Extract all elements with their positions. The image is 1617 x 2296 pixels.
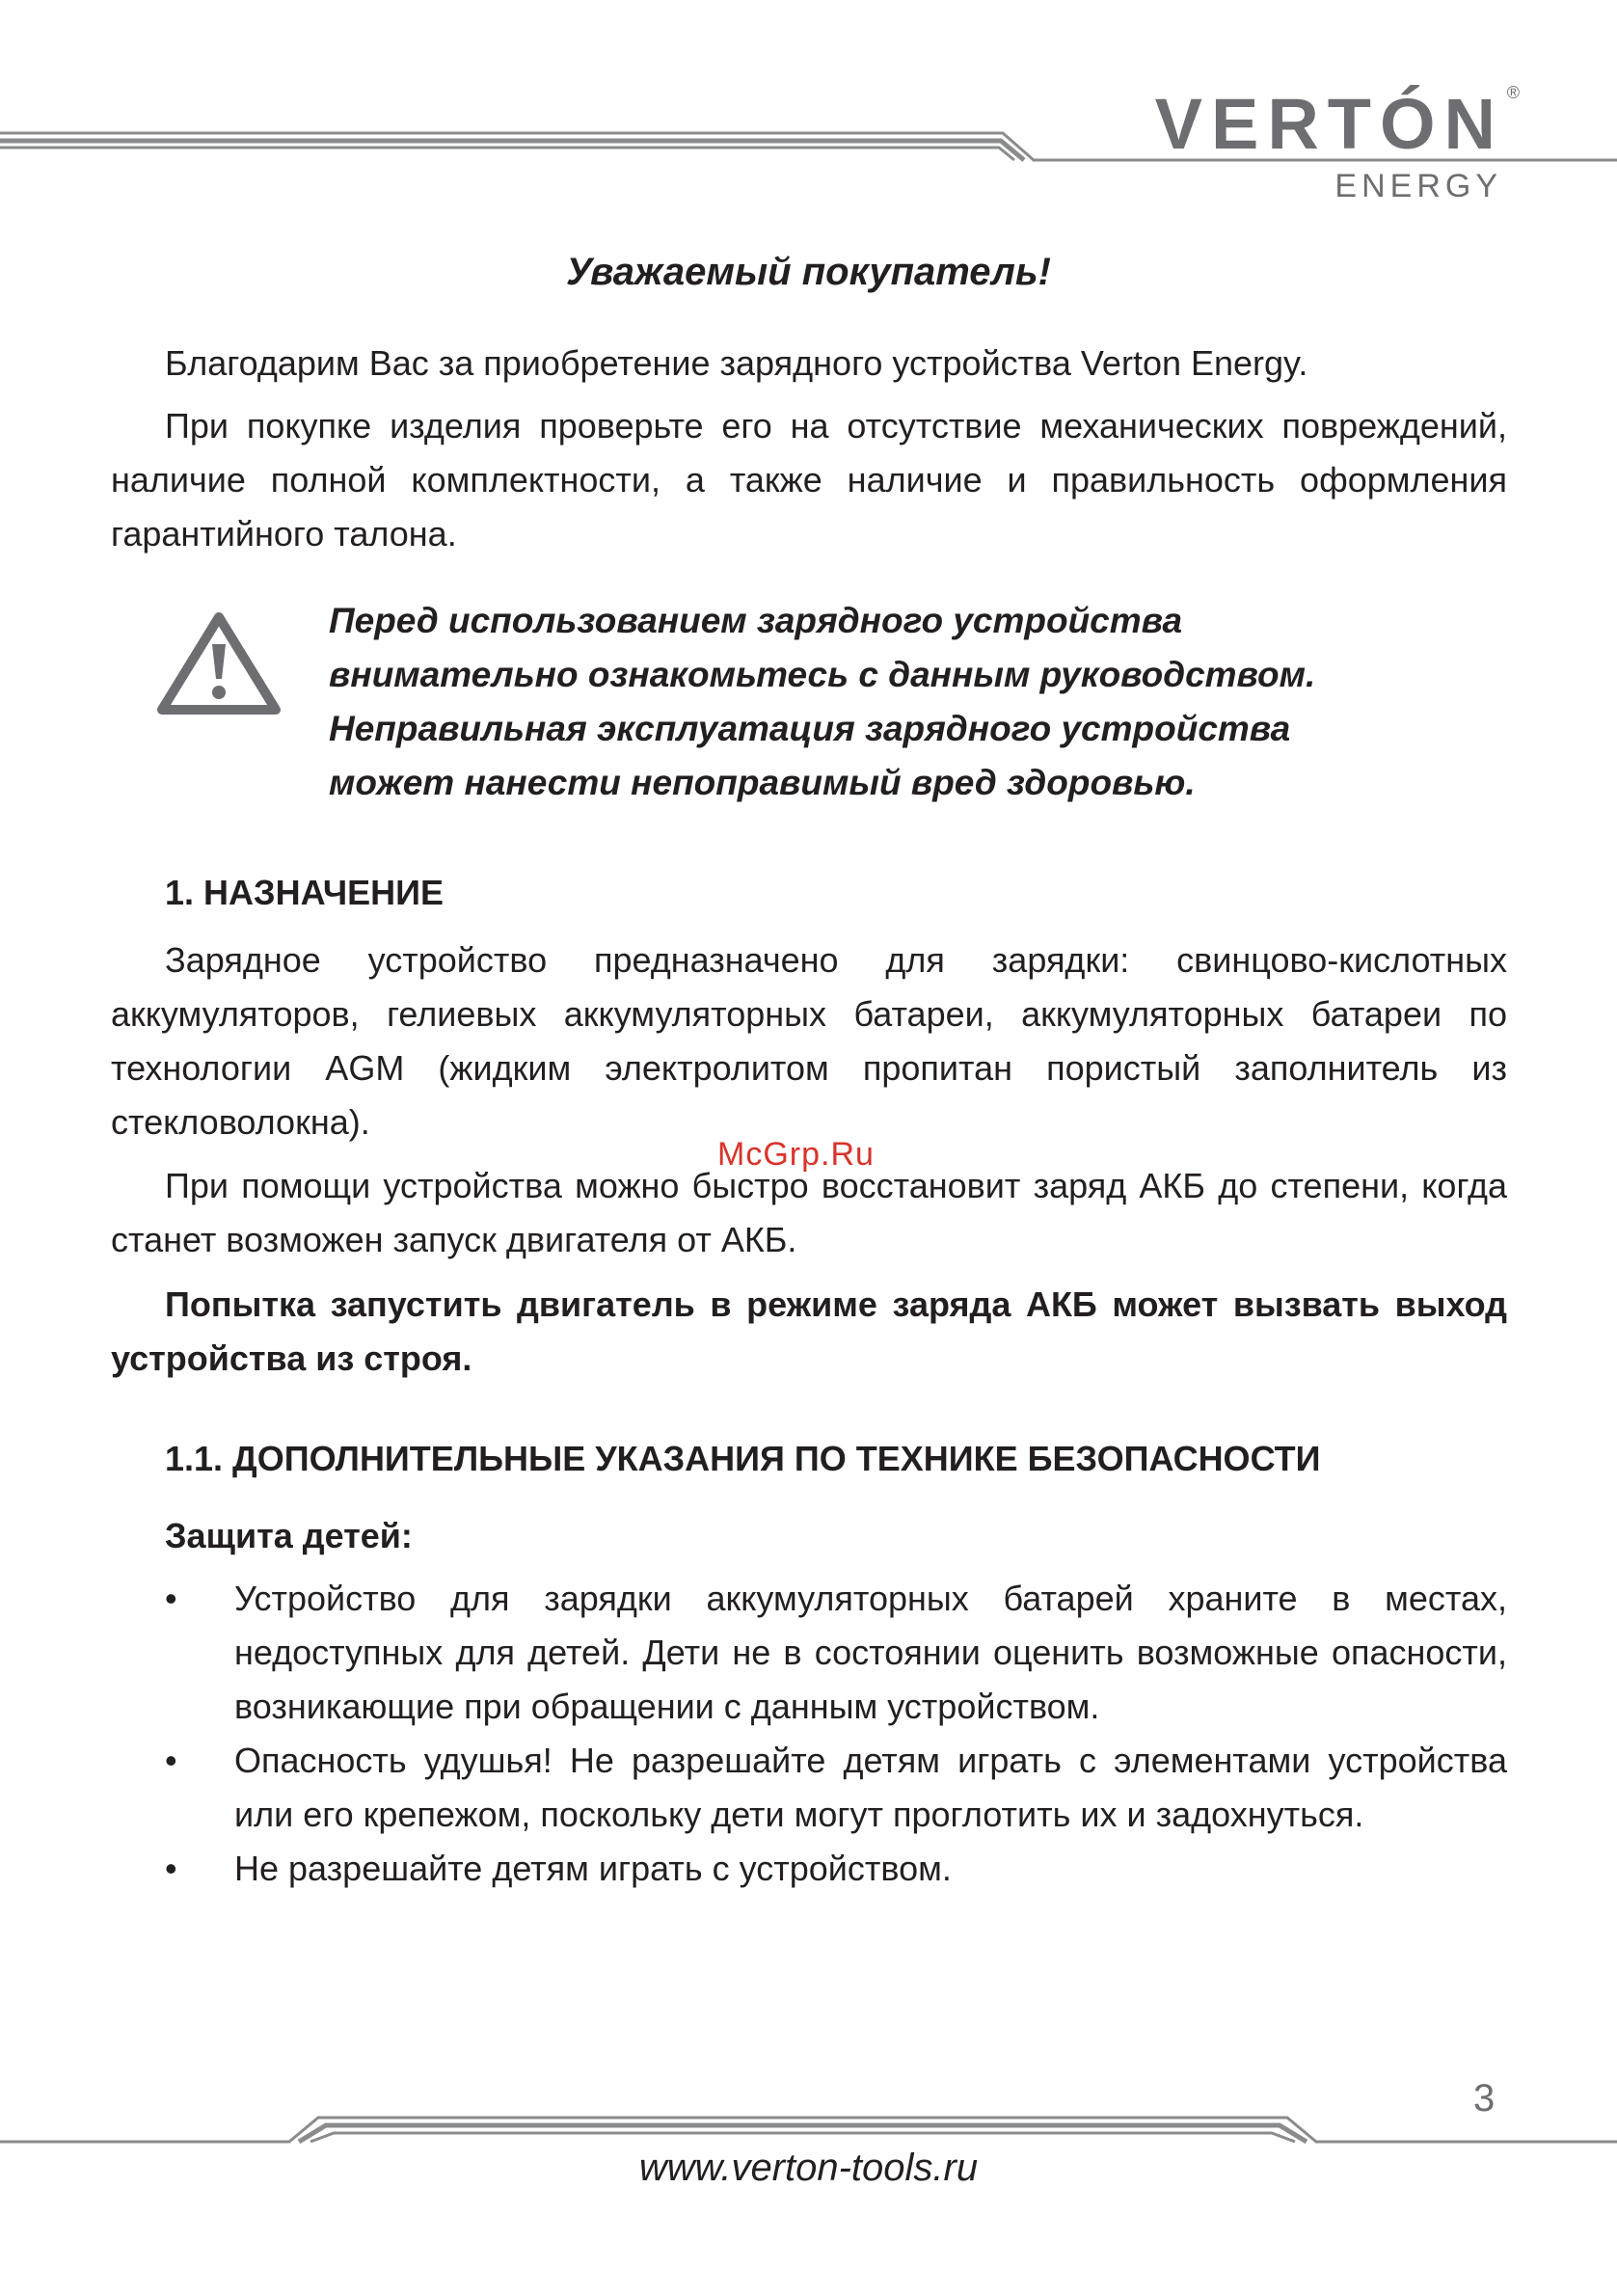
list-item <box>111 1572 1507 1734</box>
list-item-text: Не разрешайте детям играть с устройством. <box>234 1849 952 1888</box>
intro-paragraph-1: Благодарим Вас за приобретение зарядного устройства Verton Energy. <box>165 343 1308 383</box>
logo-subtitle: ENERGY <box>1334 168 1502 204</box>
bullet-icon: • <box>165 1579 177 1618</box>
warning-text <box>329 594 1515 810</box>
section-1-paragraph-1: Зарядное устройство предназначено для зарядки: свинцово-кислотных аккумуляторов, гелиевых аккумуляторных батареи, аккумуляторных батареи по технологии AGM (жидким электролитом пропитан пористый заполнитель из стекловолокна). <box>111 940 1507 1142</box>
list-item <box>111 1734 1507 1842</box>
section-1-paragraph-2: При помощи устройства можно быстро восстановит заряд АКБ до степени, когда станет возможен запуск двигателя от АКБ. <box>111 1166 1507 1259</box>
warning-line: внимательно ознакомьтесь с данным руководством. <box>329 655 1316 694</box>
list-item-text: Опасность удушья! Не разрешайте детям играть с элементами устройства или его крепежом, поскольку дети могут проглотить их и задохнуться. <box>234 1741 1507 1834</box>
page-number: 3 <box>1473 2077 1496 2120</box>
page-title: Уважаемый покупатель! <box>566 251 1051 293</box>
warning-line: Неправильная эксплуатация зарядного устройства <box>329 709 1291 748</box>
list-item <box>111 1842 1507 1896</box>
list-item-text: Устройство для зарядки аккумуляторных батарей храните в местах, недоступных для детей. Дети не в состоянии оценить возможные опасности, возникающие при обращении с данным устройством. <box>234 1579 1507 1726</box>
warning-line: может нанести непоправимый вред здоровью. <box>329 763 1196 802</box>
brand-logo <box>1109 83 1520 204</box>
children-protection-subheading: Защита детей: <box>165 1516 413 1555</box>
logo-wordmark: VERTÓN <box>1154 84 1504 164</box>
intro-paragraph-2: При покупке изделия проверьте его на отсутствие механических повреждений, наличие полной комплектности, а также наличие и правильность оформления гарантийного талона. <box>111 406 1507 554</box>
watermark: McGrp.Ru <box>717 1136 875 1173</box>
safety-bullet-list <box>111 1572 1507 1896</box>
warning-line: Перед использованием зарядного устройства <box>329 601 1183 640</box>
section-1-1-heading: 1.1. ДОПОЛНИТЕЛЬНЫЕ УКАЗАНИЯ ПО ТЕХНИКЕ БЕЗОПАСНОСТИ <box>165 1439 1321 1478</box>
section-1-heading: 1. НАЗНАЧЕНИЕ <box>165 873 445 912</box>
section-1-bold-warning: Попытка запустить двигатель в режиме заряда АКБ может вызвать выход устройства из строя. <box>111 1284 1507 1378</box>
logo-registered-mark: ® <box>1506 83 1520 102</box>
footer-website-link[interactable]: www.verton-tools.ru <box>638 2147 979 2189</box>
warning-triangle-icon <box>156 609 282 717</box>
bullet-icon: • <box>165 1741 177 1780</box>
bullet-icon: • <box>165 1849 177 1888</box>
